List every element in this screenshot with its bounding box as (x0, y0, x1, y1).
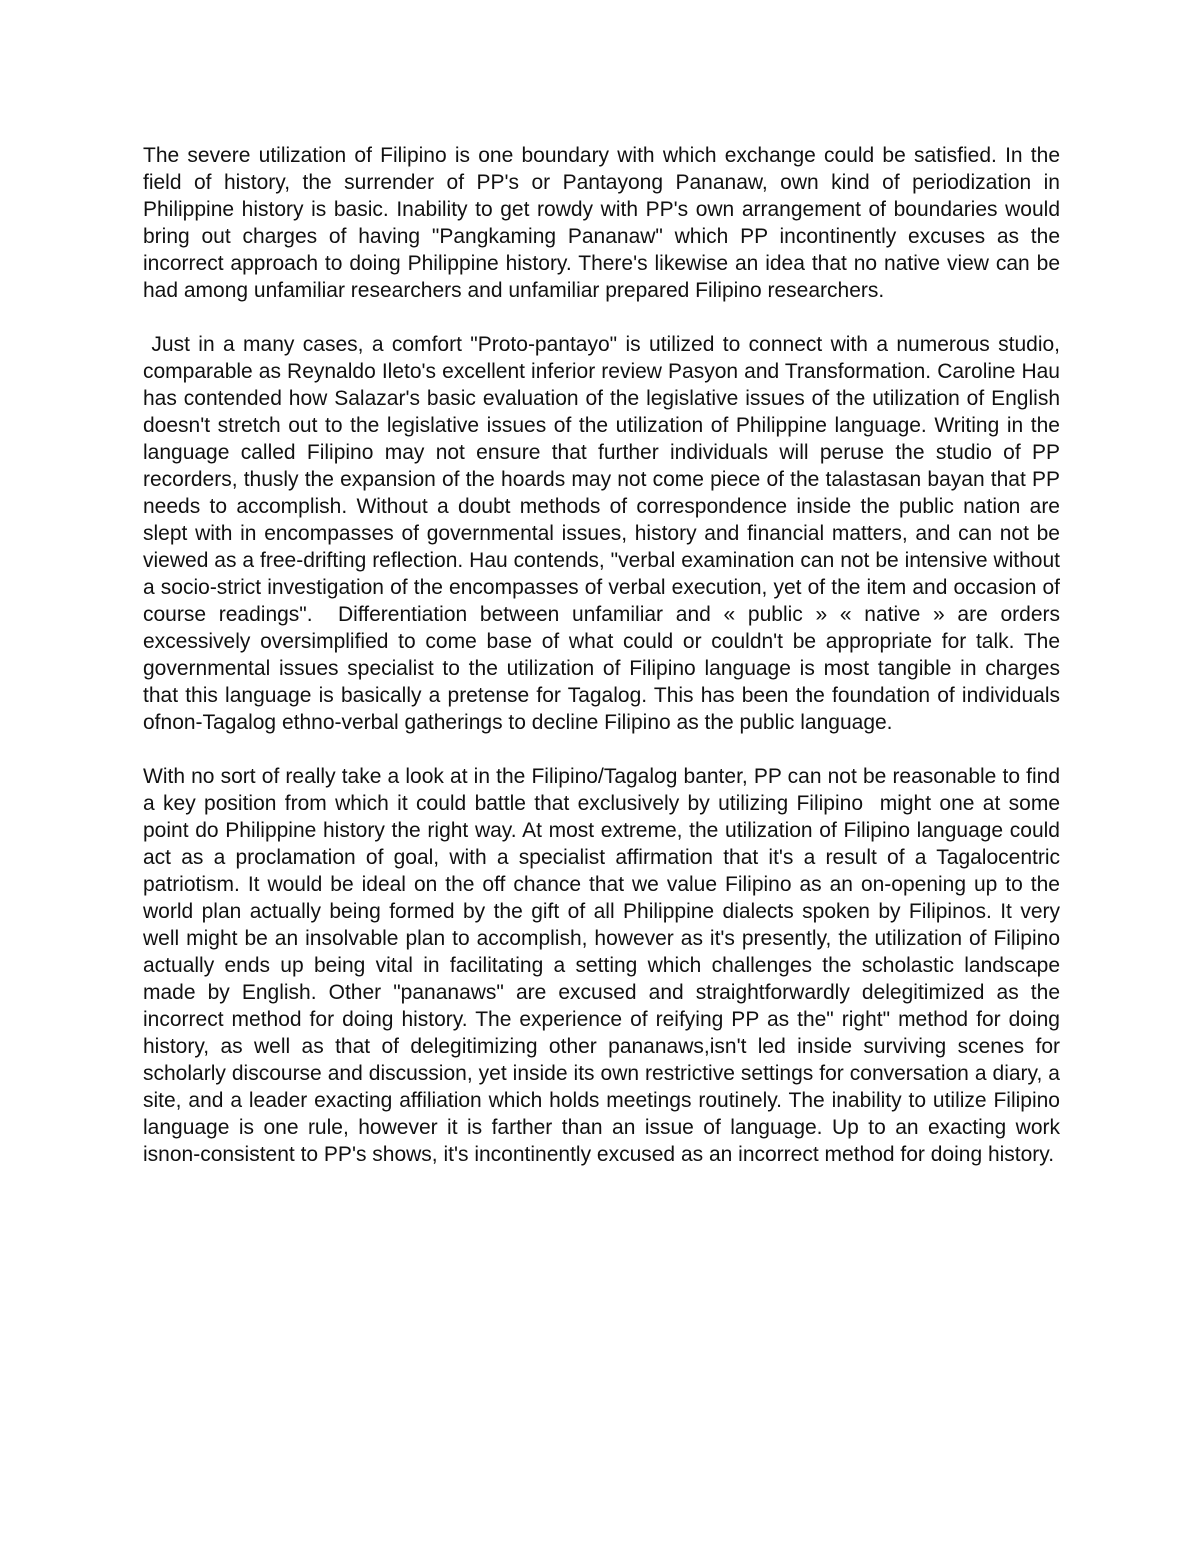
paragraph-3: With no sort of really take a look at in the Filipino/Tagalog banter, PP can not be reasonable to find a key position from which it could battle that exclusively by utilizing Filipino might one at some point do Philippine history the right way. At most extreme, the utilization of Filipino language could act as a proclamation of goal, with a specialist affirmation that it's a result of a Tagalocentric patriotism. It would be ideal on the off chance that we value Filipino as an on-opening up to the world plan actually being formed by the gift of all Philippine dialects spoken by Filipinos. It very well might be an insolvable plan to accomplish, however as it's presently, the utilization of Filipino actually ends up being vital in facilitating a setting which challenges the scholastic landscape made by English. Other "pananaws" are excused and straightforwardly delegitimized as the incorrect method for doing history. The experience of reifying PP as the" right" method for doing history, as well as that of delegitimizing other pananaws,isn't led inside surviving scenes for scholarly discourse and discussion, yet inside its own restrictive settings for conversation a diary, a site, and a leader exacting affiliation which holds meetings routinely. The inability to utilize Filipino language is one rule, however it is farther than an issue of language. Up to an exacting work isnon-consistent to PP's shows, it's incontinently excused as an incorrect method for doing history. (143, 765, 1066, 1166)
paragraph-2: Just in a many cases, a comfort "Proto-pantayo" is utilized to connect with a numerous studio, comparable as Reynaldo Ileto's excellent inferior review Pasyon and Transformation. Caroline Hau has contended how Salazar's basic evaluation of the legislative issues of the utilization of English doesn't stretch out to the legislative issues of the utilization of Philippine language. Writing in the language called Filipino may not ensure that further individuals will peruse the studio of PP recorders, thusly the expansion of the hoards may not come piece of the talastasan bayan that PP needs to accomplish. Without a doubt methods of correspondence inside the public nation are slept with in encompasses of governmental issues, history and financial matters, and can not be viewed as a free-drifting reflection. Hau contends, "verbal examination can not be intensive without a socio-strict investigation of the encompasses of verbal execution, yet of the item and occasion of course readings". Differentiation between unfamiliar and « public » « native » are orders excessively oversimplified to come base of what could or couldn't be appropriate for talk. The governmental issues specialist to the utilization of Filipino language is most tangible in charges that this language is basically a pretense for Tagalog. This has been the foundation of individuals ofnon-Tagalog ethno-verbal gatherings to decline Filipino as the public language. (143, 333, 1066, 734)
document-body (143, 142, 1066, 1195)
paragraph-1: The severe utilization of Filipino is one boundary with which exchange could be satisfied. In the field of history, the surrender of PP's or Pantayong Pananaw, own kind of periodization in Philippine history is basic. Inability to get rowdy with PP's own arrangement of boundaries would bring out charges of having "Pangkaming Pananaw" which PP incontinently excuses as the incorrect approach to doing Philippine history. There's likewise an idea that no native view can be had among unfamiliar researchers and unfamiliar prepared Filipino researchers. (143, 144, 1066, 302)
